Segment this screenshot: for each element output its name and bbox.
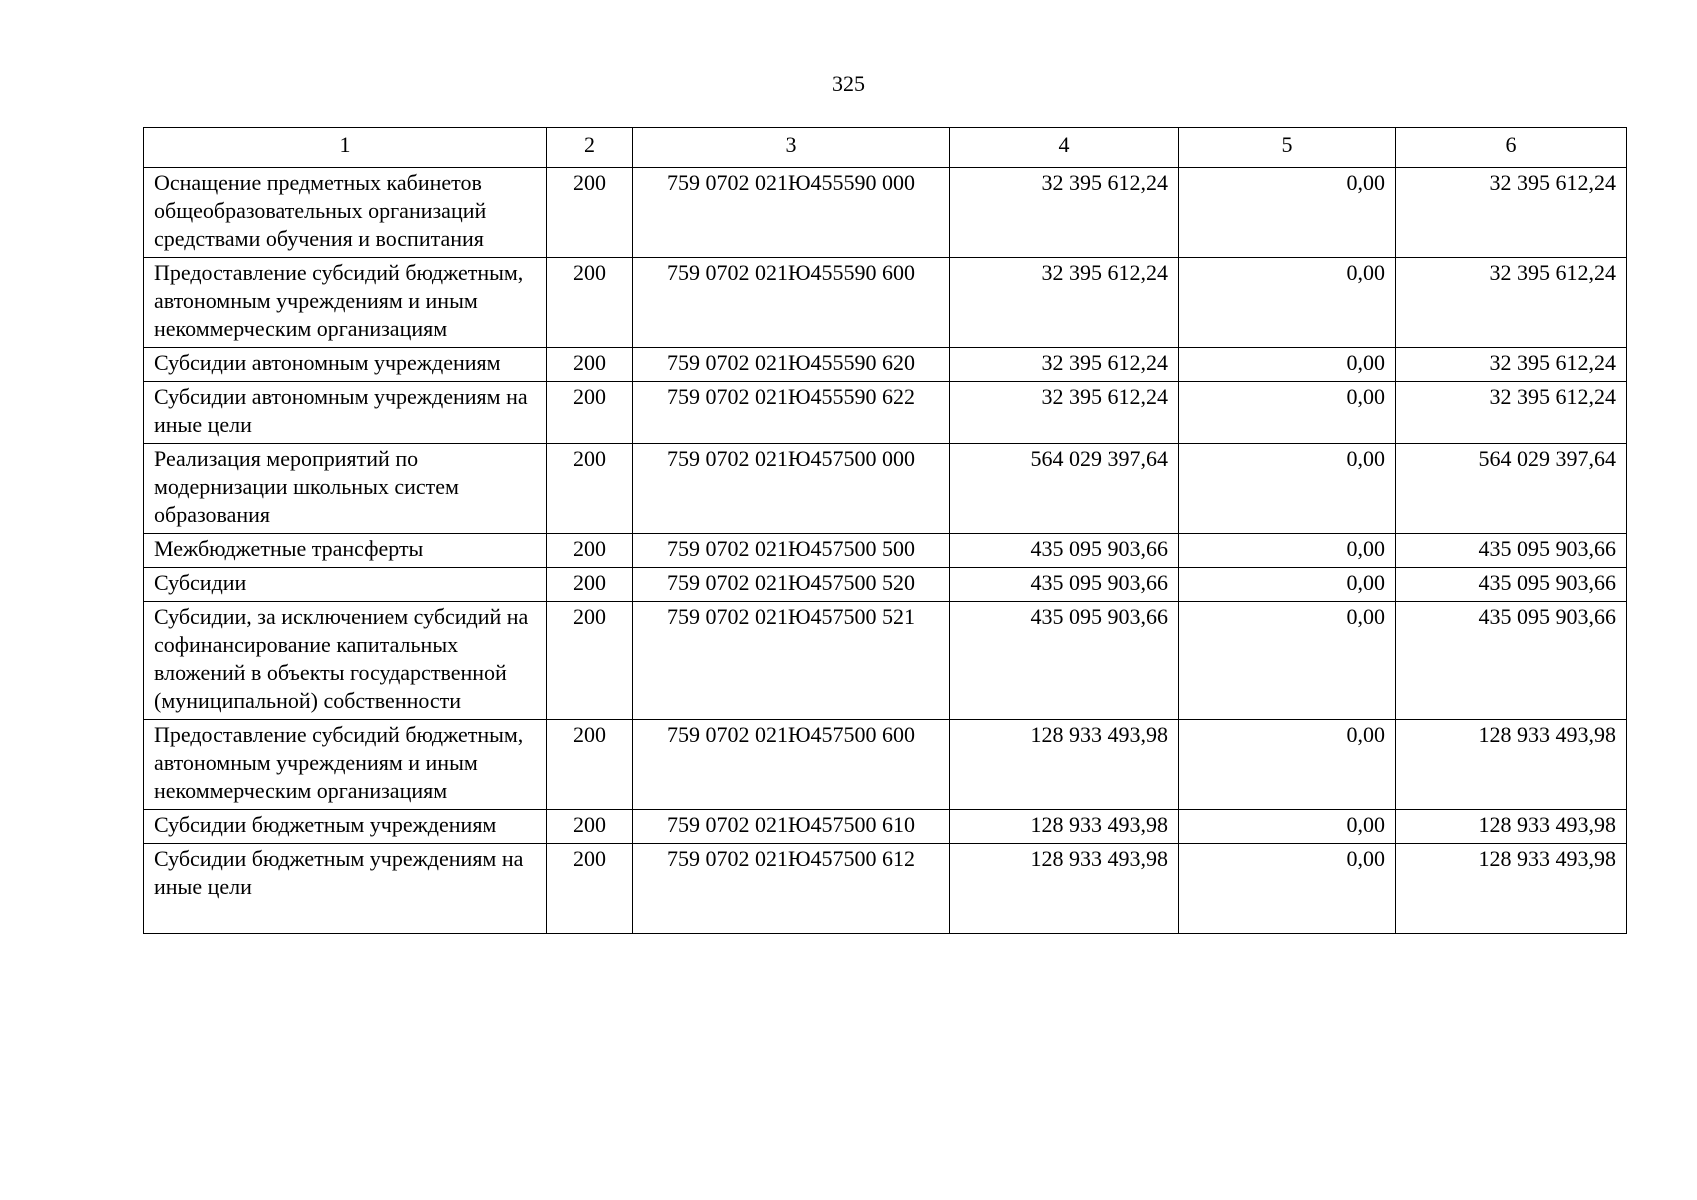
row-code-cell: 200 [547, 568, 633, 602]
row-code-cell: 200 [547, 258, 633, 348]
row-classification-cell: 759 0702 021Ю455590 600 [633, 258, 950, 348]
budget-table [143, 127, 1627, 934]
row-amount-col5-cell: 0,00 [1179, 844, 1396, 934]
row-name-cell: Субсидии автономным учреждениям на иные цели [144, 382, 547, 444]
row-classification-cell: 759 0702 021Ю457500 500 [633, 534, 950, 568]
table-row [144, 568, 1627, 602]
row-classification-cell: 759 0702 021Ю457500 000 [633, 444, 950, 534]
row-code-cell: 200 [547, 810, 633, 844]
header-row [144, 128, 1627, 168]
row-amount-col5-cell: 0,00 [1179, 568, 1396, 602]
row-name-cell: Субсидии автономным учреждениям [144, 348, 547, 382]
row-amount-col5-cell: 0,00 [1179, 168, 1396, 258]
column-header-5: 5 [1179, 128, 1396, 168]
table-header [144, 128, 1627, 168]
table-row [144, 844, 1627, 934]
row-name-cell: Субсидии бюджетным учреждениям на иные цели [144, 844, 547, 934]
row-amount-col5-cell: 0,00 [1179, 382, 1396, 444]
row-name-cell: Реализация мероприятий по модернизации школьных систем образования [144, 444, 547, 534]
row-amount-col4-cell: 435 095 903,66 [950, 602, 1179, 720]
row-amount-col4-cell: 435 095 903,66 [950, 568, 1179, 602]
row-code-cell: 200 [547, 382, 633, 444]
table-row [144, 720, 1627, 810]
row-amount-col5-cell: 0,00 [1179, 810, 1396, 844]
column-header-6: 6 [1396, 128, 1627, 168]
column-header-4: 4 [950, 128, 1179, 168]
row-amount-col6-cell: 564 029 397,64 [1396, 444, 1627, 534]
row-amount-col6-cell: 128 933 493,98 [1396, 720, 1627, 810]
row-code-cell: 200 [547, 534, 633, 568]
row-amount-col4-cell: 32 395 612,24 [950, 348, 1179, 382]
row-amount-col6-cell: 32 395 612,24 [1396, 168, 1627, 258]
row-amount-col4-cell: 128 933 493,98 [950, 720, 1179, 810]
page-number: 325 [832, 71, 865, 96]
row-name-cell: Оснащение предметных кабинетов общеобразовательных организаций средствами обучения и воспитания [144, 168, 547, 258]
row-amount-col6-cell: 32 395 612,24 [1396, 258, 1627, 348]
table-row [144, 348, 1627, 382]
table-row [144, 382, 1627, 444]
row-amount-col5-cell: 0,00 [1179, 444, 1396, 534]
row-amount-col6-cell: 32 395 612,24 [1396, 348, 1627, 382]
row-amount-col6-cell: 32 395 612,24 [1396, 382, 1627, 444]
row-classification-cell: 759 0702 021Ю457500 612 [633, 844, 950, 934]
row-amount-col5-cell: 0,00 [1179, 258, 1396, 348]
row-classification-cell: 759 0702 021Ю457500 610 [633, 810, 950, 844]
row-name-cell: Субсидии бюджетным учреждениям [144, 810, 547, 844]
row-code-cell: 200 [547, 720, 633, 810]
row-amount-col5-cell: 0,00 [1179, 602, 1396, 720]
table-row [144, 258, 1627, 348]
table-row [144, 810, 1627, 844]
column-header-2: 2 [547, 128, 633, 168]
column-header-3: 3 [633, 128, 950, 168]
column-header-1: 1 [144, 128, 547, 168]
row-classification-cell: 759 0702 021Ю455590 620 [633, 348, 950, 382]
row-amount-col6-cell: 128 933 493,98 [1396, 844, 1627, 934]
row-amount-col6-cell: 128 933 493,98 [1396, 810, 1627, 844]
row-amount-col4-cell: 564 029 397,64 [950, 444, 1179, 534]
row-amount-col4-cell: 128 933 493,98 [950, 844, 1179, 934]
row-code-cell: 200 [547, 444, 633, 534]
row-amount-col5-cell: 0,00 [1179, 720, 1396, 810]
row-name-cell: Межбюджетные трансферты [144, 534, 547, 568]
row-amount-col5-cell: 0,00 [1179, 534, 1396, 568]
row-code-cell: 200 [547, 602, 633, 720]
row-amount-col4-cell: 435 095 903,66 [950, 534, 1179, 568]
row-classification-cell: 759 0702 021Ю457500 600 [633, 720, 950, 810]
row-amount-col6-cell: 435 095 903,66 [1396, 534, 1627, 568]
row-classification-cell: 759 0702 021Ю455590 622 [633, 382, 950, 444]
row-amount-col6-cell: 435 095 903,66 [1396, 568, 1627, 602]
row-name-cell: Субсидии [144, 568, 547, 602]
row-code-cell: 200 [547, 168, 633, 258]
table-body [144, 168, 1627, 934]
row-amount-col5-cell: 0,00 [1179, 348, 1396, 382]
row-classification-cell: 759 0702 021Ю455590 000 [633, 168, 950, 258]
row-amount-col4-cell: 128 933 493,98 [950, 810, 1179, 844]
row-name-cell: Предоставление субсидий бюджетным, автономным учреждениям и иным некоммерческим организациям [144, 720, 547, 810]
row-name-cell: Предоставление субсидий бюджетным, автономным учреждениям и иным некоммерческим организациям [144, 258, 547, 348]
row-code-cell: 200 [547, 348, 633, 382]
table-row [144, 444, 1627, 534]
row-amount-col4-cell: 32 395 612,24 [950, 382, 1179, 444]
row-code-cell: 200 [547, 844, 633, 934]
row-name-cell: Субсидии, за исключением субсидий на софинансирование капитальных вложений в объекты государственной (муниципальной) собственности [144, 602, 547, 720]
table-row [144, 602, 1627, 720]
row-classification-cell: 759 0702 021Ю457500 520 [633, 568, 950, 602]
row-amount-col4-cell: 32 395 612,24 [950, 168, 1179, 258]
row-amount-col4-cell: 32 395 612,24 [950, 258, 1179, 348]
table-row [144, 168, 1627, 258]
table-row [144, 534, 1627, 568]
row-classification-cell: 759 0702 021Ю457500 521 [633, 602, 950, 720]
row-amount-col6-cell: 435 095 903,66 [1396, 602, 1627, 720]
